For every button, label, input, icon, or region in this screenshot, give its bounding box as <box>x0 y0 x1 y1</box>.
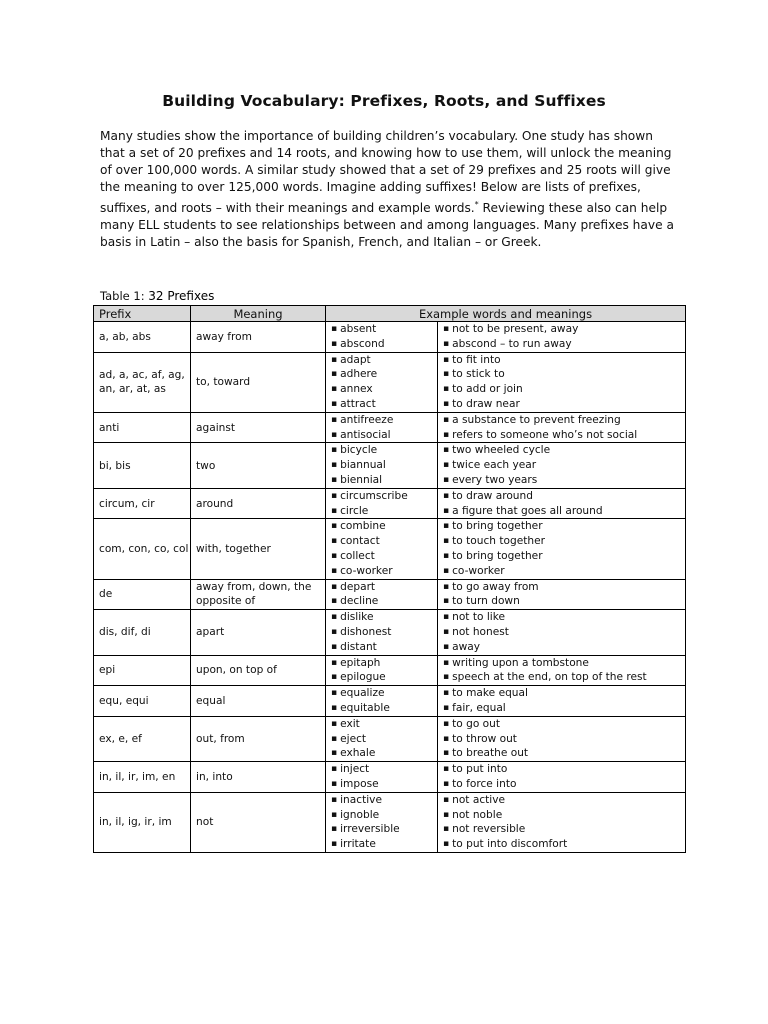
example-meaning: ▪ to add or join <box>443 382 685 397</box>
example-meaning: ▪ a figure that goes all around <box>443 504 685 519</box>
example-meanings-cell <box>438 686 686 717</box>
prefix-cell: equ, equi <box>94 686 191 717</box>
table-body <box>94 322 686 853</box>
example-meaning: ▪ to draw near <box>443 397 685 412</box>
example-meanings-cell <box>438 579 686 610</box>
example-words-cell <box>326 412 438 443</box>
example-meaning: ▪ refers to someone who’s not social <box>443 428 685 443</box>
prefix-cell: ad, a, ac, af, ag, an, ar, at, as <box>94 352 191 412</box>
example-words-cell <box>326 655 438 686</box>
example-words-cell <box>326 519 438 579</box>
example-word: ▪ adapt <box>331 353 437 368</box>
example-word: ▪ distant <box>331 640 437 655</box>
example-word: ▪ combine <box>331 519 437 534</box>
example-word: ▪ ignoble <box>331 808 437 823</box>
table-row <box>94 792 686 852</box>
meaning-cell: against <box>191 412 326 443</box>
example-meaning: ▪ co-worker <box>443 564 685 579</box>
example-word: ▪ impose <box>331 777 437 792</box>
example-meaning: ▪ every two years <box>443 473 685 488</box>
example-word: ▪ circle <box>331 504 437 519</box>
example-words-cell <box>326 762 438 793</box>
example-meanings-cell <box>438 792 686 852</box>
example-meanings-cell <box>438 762 686 793</box>
example-words-cell <box>326 579 438 610</box>
table-caption-label: Table 1: <box>100 289 149 303</box>
example-meaning: ▪ not active <box>443 793 685 808</box>
example-meaning: ▪ abscond – to run away <box>443 337 685 352</box>
example-meanings-cell <box>438 610 686 655</box>
example-meaning: ▪ to bring together <box>443 549 685 564</box>
prefix-cell: bi, bis <box>94 443 191 488</box>
example-word: ▪ irreversible <box>331 822 437 837</box>
example-meaning: ▪ to make equal <box>443 686 685 701</box>
example-meanings-cell <box>438 716 686 761</box>
example-word: ▪ exit <box>331 717 437 732</box>
example-word: ▪ eject <box>331 732 437 747</box>
table-row <box>94 686 686 717</box>
example-meaning: ▪ to fit into <box>443 353 685 368</box>
example-meanings-cell <box>438 655 686 686</box>
example-word: ▪ abscond <box>331 337 437 352</box>
meaning-cell: apart <box>191 610 326 655</box>
table-row <box>94 322 686 353</box>
example-word: ▪ equalize <box>331 686 437 701</box>
example-meaning: ▪ a substance to prevent freezing <box>443 413 685 428</box>
example-words-cell <box>326 792 438 852</box>
example-words-cell <box>326 686 438 717</box>
example-meaning: ▪ fair, equal <box>443 701 685 716</box>
table-row <box>94 762 686 793</box>
meaning-cell: with, together <box>191 519 326 579</box>
example-words-cell <box>326 352 438 412</box>
example-meaning: ▪ to go away from <box>443 580 685 595</box>
example-word: ▪ contact <box>331 534 437 549</box>
header-meaning: Meaning <box>191 306 326 322</box>
table-row <box>94 716 686 761</box>
example-meaning: ▪ to put into <box>443 762 685 777</box>
footnote-mark: * <box>474 200 479 209</box>
meaning-cell: to, toward <box>191 352 326 412</box>
example-word: ▪ circumscribe <box>331 489 437 504</box>
table-row <box>94 610 686 655</box>
example-word: ▪ collect <box>331 549 437 564</box>
example-meaning: ▪ to force into <box>443 777 685 792</box>
meaning-cell: equal <box>191 686 326 717</box>
example-word: ▪ irritate <box>331 837 437 852</box>
meaning-cell: in, into <box>191 762 326 793</box>
header-examples: Example words and meanings <box>326 306 686 322</box>
intro-text-part1: Many studies show the importance of building children’s vocabulary. One study has shown that a set of 20 prefixes and 14 roots, and knowing how to use them, will unlock the meaning of over 100,000 words. A similar study showed that a set of 29 prefixes and 25 roots will give the meaning to over 125,000 words. Imagine adding suffixes! Below are lists of prefixes, suffixes, and roots – with their meanings and example words. <box>100 129 672 216</box>
example-meaning: ▪ not noble <box>443 808 685 823</box>
example-word: ▪ bicycle <box>331 443 437 458</box>
example-meaning: ▪ not honest <box>443 625 685 640</box>
example-meaning: ▪ to draw around <box>443 489 685 504</box>
table-caption-title: 32 Prefixes <box>148 289 215 303</box>
prefix-cell: a, ab, abs <box>94 322 191 353</box>
example-word: ▪ biannual <box>331 458 437 473</box>
example-meanings-cell <box>438 352 686 412</box>
table-row <box>94 655 686 686</box>
example-word: ▪ attract <box>331 397 437 412</box>
example-meaning: ▪ not to be present, away <box>443 322 685 337</box>
example-meanings-cell <box>438 519 686 579</box>
example-meaning: ▪ not to like <box>443 610 685 625</box>
example-words-cell <box>326 443 438 488</box>
example-word: ▪ adhere <box>331 367 437 382</box>
example-word: ▪ exhale <box>331 746 437 761</box>
prefix-cell: circum, cir <box>94 488 191 519</box>
prefix-cell: anti <box>94 412 191 443</box>
table-header-row <box>94 306 686 322</box>
example-word: ▪ biennial <box>331 473 437 488</box>
example-meaning: ▪ to touch together <box>443 534 685 549</box>
prefix-table <box>93 305 686 853</box>
example-meanings-cell <box>438 322 686 353</box>
header-prefix: Prefix <box>94 306 191 322</box>
prefix-cell: dis, dif, di <box>94 610 191 655</box>
example-meaning: ▪ speech at the end, on top of the rest <box>443 670 685 685</box>
example-words-cell <box>326 716 438 761</box>
example-meaning: ▪ to turn down <box>443 594 685 609</box>
prefix-cell: in, il, ig, ir, im <box>94 792 191 852</box>
example-word: ▪ epitaph <box>331 656 437 671</box>
page-title: Building Vocabulary: Prefixes, Roots, and Suffixes <box>162 92 606 110</box>
example-word: ▪ absent <box>331 322 437 337</box>
table-row <box>94 579 686 610</box>
prefix-cell: in, il, ir, im, en <box>94 762 191 793</box>
table-row <box>94 412 686 443</box>
example-meanings-cell <box>438 443 686 488</box>
example-word: ▪ antisocial <box>331 428 437 443</box>
table-row <box>94 352 686 412</box>
example-meaning: ▪ to stick to <box>443 367 685 382</box>
example-word: ▪ equitable <box>331 701 437 716</box>
example-word: ▪ decline <box>331 594 437 609</box>
example-word: ▪ co-worker <box>331 564 437 579</box>
example-word: ▪ dishonest <box>331 625 437 640</box>
prefix-cell: epi <box>94 655 191 686</box>
example-word: ▪ dislike <box>331 610 437 625</box>
table-row <box>94 488 686 519</box>
example-meaning: ▪ two wheeled cycle <box>443 443 685 458</box>
example-meanings-cell <box>438 412 686 443</box>
meaning-cell: away from, down, the opposite of <box>191 579 326 610</box>
example-meaning: ▪ to put into discomfort <box>443 837 685 852</box>
example-word: ▪ inactive <box>331 793 437 808</box>
intro-text-part2: Reviewing these also can help many ELL students to see relationships between and among languages. Many prefixes have a basis in Latin – also the basis for Spanish, French, and Italian – or Greek. <box>100 201 674 250</box>
table-caption <box>100 289 214 303</box>
meaning-cell: away from <box>191 322 326 353</box>
meaning-cell: not <box>191 792 326 852</box>
example-word: ▪ inject <box>331 762 437 777</box>
example-meaning: ▪ away <box>443 640 685 655</box>
example-meaning: ▪ to bring together <box>443 519 685 534</box>
intro-paragraph <box>100 128 680 251</box>
prefix-cell: de <box>94 579 191 610</box>
example-meanings-cell <box>438 488 686 519</box>
meaning-cell: two <box>191 443 326 488</box>
example-meaning: ▪ to go out <box>443 717 685 732</box>
example-meaning: ▪ twice each year <box>443 458 685 473</box>
prefix-cell: ex, e, ef <box>94 716 191 761</box>
table-row <box>94 443 686 488</box>
table-row <box>94 519 686 579</box>
example-word: ▪ antifreeze <box>331 413 437 428</box>
example-words-cell <box>326 610 438 655</box>
example-meaning: ▪ writing upon a tombstone <box>443 656 685 671</box>
example-word: ▪ epilogue <box>331 670 437 685</box>
meaning-cell: upon, on top of <box>191 655 326 686</box>
example-meaning: ▪ to throw out <box>443 732 685 747</box>
example-words-cell <box>326 322 438 353</box>
prefix-cell: com, con, co, col <box>94 519 191 579</box>
example-words-cell <box>326 488 438 519</box>
meaning-cell: out, from <box>191 716 326 761</box>
example-word: ▪ annex <box>331 382 437 397</box>
meaning-cell: around <box>191 488 326 519</box>
example-meaning: ▪ to breathe out <box>443 746 685 761</box>
example-meaning: ▪ not reversible <box>443 822 685 837</box>
example-word: ▪ depart <box>331 580 437 595</box>
